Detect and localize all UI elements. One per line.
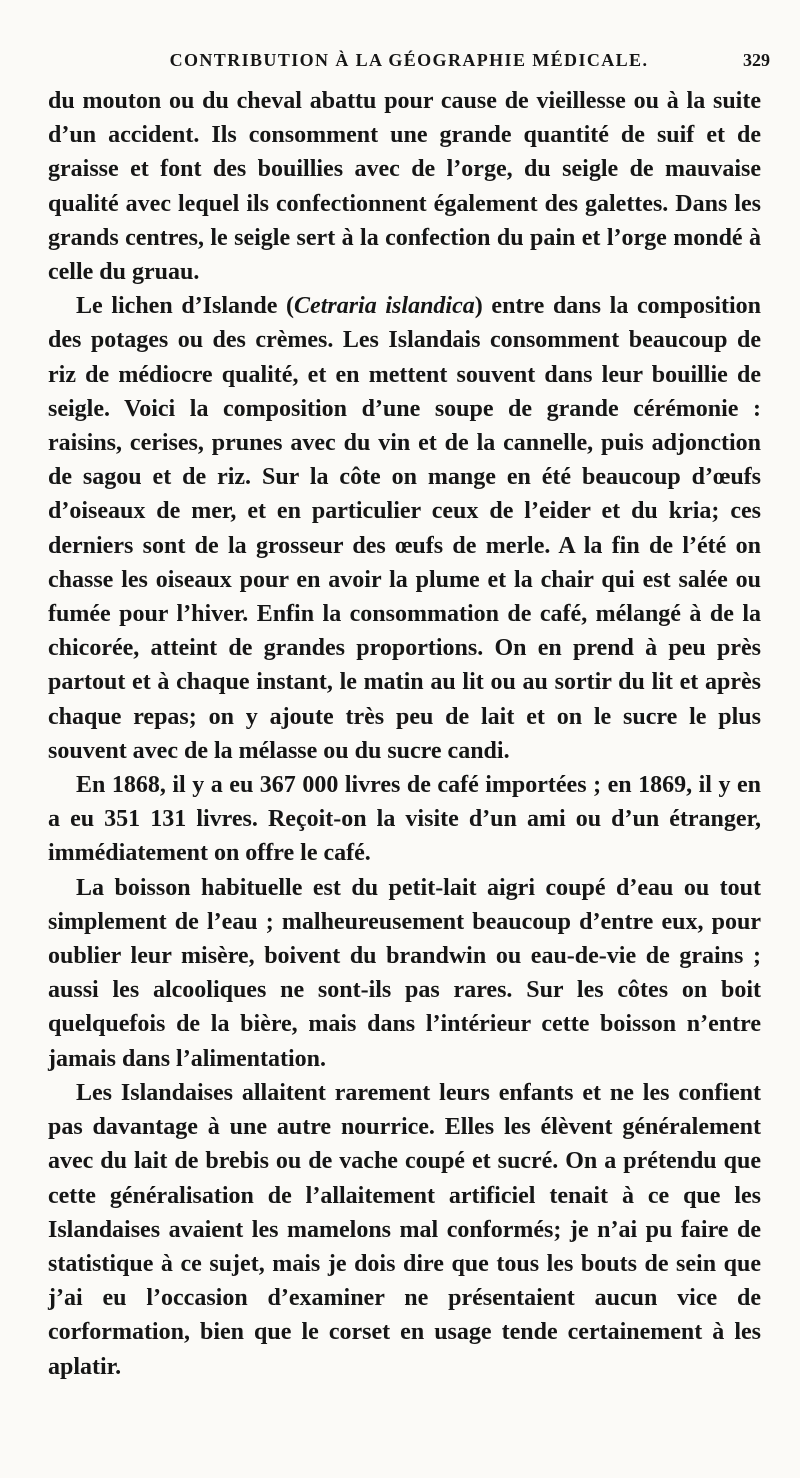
body-text [48,84,761,1384]
running-title: CONTRIBUTION À LA GÉOGRAPHIE MÉDICALE. [169,50,649,70]
paragraph-1: du mouton ou du cheval abattu pour cause de vieillesse ou à la suite d’un accident. Ils consomment une grande quantité de suif et de graisse et font des bouillies avec de l’orge, du seigle de mauvaise qualité avec lequel ils confectionnent également des galettes. Dans les grands centres, le seigle sert à la confection du pain et l’orge mondé à celle du gruau. [48,88,761,286]
paragraph-2 [48,289,761,768]
paragraph-4: La boisson habituelle est du petit-lait aigri coupé d’eau ou tout simplement de l’eau ; malheureusement beaucoup d’entre eux, pour oublier leur misère, boivent du brandwin ou eau-de-vie de grains ; aussi les alcooliques ne sont-ils pas rares. Sur les côtes on boit quelquefois de la bière, mais dans l’intérieur cette boisson n’entre jamais dans l’alimentation. [48,874,761,1072]
italic-species-name: Cetraria islandica [294,293,475,320]
paragraph-3: En 1868, il y a eu 367 000 livres de café importées ; en 1869, il y en a eu 351 131 livres. Reçoit-on la visite d’un ami ou d’un étranger, immédiatement on offre le café. [48,772,761,867]
page-number: 329 [743,50,770,70]
page-header [48,50,770,80]
paragraph-2-start: Le lichen d’Islande ( [76,293,295,320]
paragraph-2-rest: ) entre dans la composition des potages ou des crèmes. Les Islandais consomment beaucoup de riz de médiocre qualité, et en mettent souvent dans leur bouillie de seigle. Voici la composition d’une soupe de grande cérémonie : raisins, cerises, prunes avec du vin et de la cannelle, puis adjonction de sagou et de riz. Sur la côte on mange en été beaucoup d’œufs d’oiseaux de mer, et en particulier ceux de l’eider et du kria; ces derniers sont de la grosseur des œufs de merle. A la fin de l’été on chasse les oiseaux pour en avoir la plume et la chair qui est salée ou fumée pour l’hiver. Enfin la consommation de café, mélangé à de la chicorée, atteint de grandes proportions. On en prend à peu près partout et à chaque instant, le matin au lit ou au sortir du lit et après chaque repas; on y ajoute très peu de lait et on le sucre le plus souvent avec de la mélasse ou du sucre candi. [48,293,761,764]
paragraph-5: Les Islandaises allaitent rarement leurs enfants et ne les confient pas davantage à une autre nourrice. Elles les élèvent généralement avec du lait de brebis ou de vache coupé et sucré. On a prétendu que cette généralisation de l’allaitement artificiel tenait à ce que les Islandaises avaient les mamelons mal conformés; je n’ai pu faire de statistique à ce sujet, mais je dois dire que tous les bouts de sein que j’ai eu l’occasion d’examiner ne présentaient aucun vice de corformation, bien que le corset en usage tende certainement à les aplatir. [48,1079,761,1380]
